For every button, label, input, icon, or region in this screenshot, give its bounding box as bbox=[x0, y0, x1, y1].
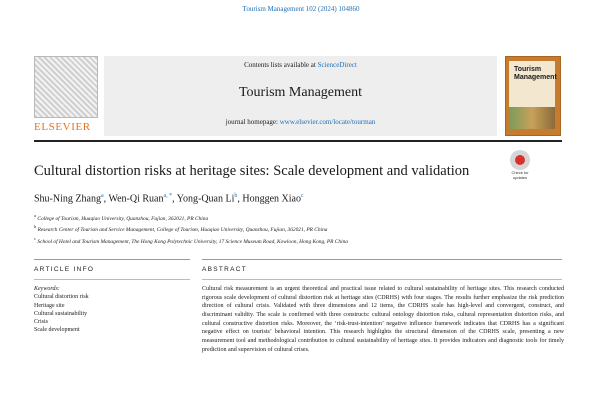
publisher-name: ELSEVIER bbox=[34, 121, 91, 133]
journal-reference[interactable]: Tourism Management 102 (2024) 104860 bbox=[242, 5, 360, 13]
publisher-logo[interactable] bbox=[34, 56, 98, 134]
keyword: Heritage site bbox=[34, 302, 65, 309]
keyword: Cultural distortion risk bbox=[34, 294, 89, 301]
keyword: Cultural sustainability bbox=[34, 310, 88, 317]
author-affiliation-mark[interactable]: a bbox=[100, 193, 104, 199]
abstract-heading-divider bbox=[202, 279, 562, 280]
journal-cover-image bbox=[509, 61, 555, 129]
keywords-divider bbox=[34, 279, 190, 280]
contents-line bbox=[104, 61, 497, 69]
homepage-link[interactable]: www.elsevier.com/locate/tourman bbox=[279, 118, 376, 126]
article-title: Cultural distortion risks at heritage sites: Scale development and validation bbox=[34, 163, 470, 179]
abstract-divider bbox=[202, 259, 562, 260]
masthead-divider bbox=[34, 140, 562, 142]
author-name[interactable]: Yong-Quan Li bbox=[176, 193, 235, 205]
journal-masthead bbox=[104, 56, 497, 136]
journal-title: Tourism Management bbox=[238, 85, 363, 100]
keywords-label: Keywords: bbox=[34, 286, 60, 292]
abstract-heading: ABSTRACT bbox=[202, 266, 248, 273]
abstract-body: Cultural risk measurement is an urgent theoretical and practical issue related to cultural sustainability of heritage sites. This research conducted rigorous scale development of cultural distortion risk at heritage sites (CDRHS) with four stages. The results further emphasize the risk prediction direction of cultural crisis. Validated with three dimensions and 12 items, the CDRHS scale has high-level and convergent, construct, and discriminant validity. The scale is confirmed with three constructs: cultural ontology distortion risks, cultural representation distortion risks, and cultural constructive distortion risks. Moreover, the ‘risk-trust-intention’ negative influence framework indicates that CDRHS has a significant negative effect on tourists’ behavioral intention. This research highlights the structural dimension of the CDRHS scale, presenting a new measurement tool and methodological contribution to cultural sustainability of heritage sites. It provides indicators and diagnostic tools for timely prediction and supervision of cultural crises. bbox=[202, 286, 564, 353]
homepage-line bbox=[104, 118, 497, 126]
author-name[interactable]: Honggen Xiao bbox=[242, 193, 301, 205]
check-for-updates-button[interactable] bbox=[507, 150, 533, 182]
author-affiliation-mark[interactable]: a, * bbox=[163, 193, 173, 199]
affiliation: $^b$ Research Center of Tourism and Service Management, College of Tourism, Huaqiao University, Quanzhou, Fujian, 362021, PR China bbox=[34, 224, 328, 234]
author-list: Shu-Ning Zhang$^a$, Wen-Qi Ruan$^{a, *}$, Yong-Quan Li$^b$, Honggen Xiao$^c$ bbox=[34, 193, 304, 205]
author-affiliation-mark[interactable]: b bbox=[234, 193, 238, 199]
author-name[interactable]: Wen-Qi Ruan bbox=[108, 193, 164, 205]
keyword: Scale development bbox=[34, 327, 80, 334]
homepage-prefix: journal homepage: bbox=[225, 118, 280, 126]
contents-prefix: Contents lists available at bbox=[244, 61, 318, 69]
article-info-heading: ARTICLE INFO bbox=[34, 266, 95, 273]
author-name[interactable]: Shu-Ning Zhang bbox=[34, 193, 101, 205]
affiliations bbox=[34, 212, 554, 246]
cover-photo bbox=[509, 107, 555, 129]
affiliation: $^a$ College of Tourism, Huaqiao University, Quanzhou, Fujian, 362021, PR China bbox=[34, 213, 209, 222]
author-affiliation-mark[interactable]: c bbox=[301, 193, 304, 199]
check-updates-icon bbox=[510, 150, 530, 170]
check-updates-label: Check for updates bbox=[511, 170, 529, 180]
article-info-divider bbox=[34, 259, 190, 260]
keyword: Crisis bbox=[34, 319, 49, 326]
journal-cover[interactable] bbox=[505, 56, 561, 136]
elsevier-tree-icon bbox=[34, 56, 98, 118]
affiliation: $^c$ School of Hotel and Tourism Management, The Hong Kong Polytechnic University, 17 Science Museum Road, Kowloon, Hong Kong, PR China bbox=[34, 235, 348, 245]
sciencedirect-link[interactable]: ScienceDirect bbox=[317, 61, 357, 69]
keywords-block bbox=[34, 285, 190, 335]
cover-title: Tourism Management bbox=[514, 66, 557, 81]
